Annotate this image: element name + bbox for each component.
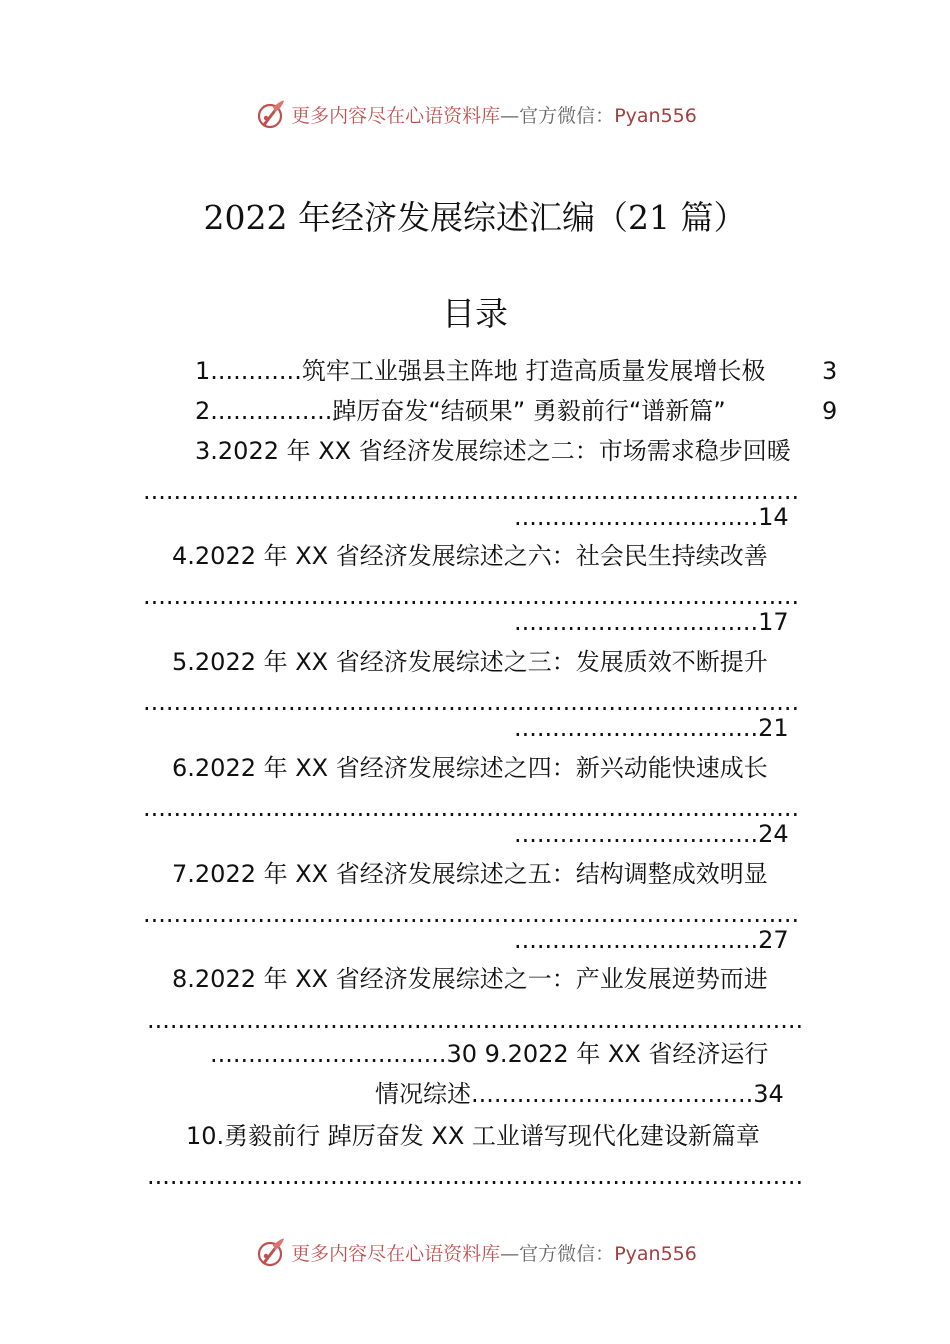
watermark-gray-text: —官方微信： [500, 104, 615, 127]
toc-entry-2-page: 9 [822, 397, 838, 425]
toc-entry-8[interactable]: 8.2022 年 XX 省经济发展综述之一：产业发展逆势而进 [172, 965, 768, 993]
watermark-red-text: 更多内容尽在心语资料库 [291, 104, 501, 127]
toc-entry-3[interactable]: 3.2022 年 XX 省经济发展综述之二：市场需求稳步回暖 [195, 437, 791, 465]
toc-entry-4[interactable]: 4.2022 年 XX 省经济发展综述之六：社会民生持续改善 [172, 542, 768, 570]
toc-entry-5-leader: ...................................................................................... [143, 688, 800, 716]
watermark-banner-top [0, 94, 950, 134]
quill-pen-logo-icon [253, 1235, 287, 1269]
toc-entry-7[interactable]: 7.2022 年 XX 省经济发展综述之五：结构调整成效明显 [172, 860, 768, 888]
toc-entry-9[interactable]: 情况综述.....................................34 [375, 1080, 784, 1108]
toc-entry-6-leader: ...................................................................................... [143, 794, 800, 822]
toc-entry-5-page: ................................21 [514, 714, 789, 742]
toc-entry-10-leader: ...................................................................................... [147, 1162, 804, 1190]
toc-entry-1[interactable]: 1............筑牢工业强县主阵地 打造高质量发展增长极 [195, 357, 766, 385]
document-title: 2022 年经济发展综述汇编（21 篇） [203, 198, 747, 237]
toc-entry-4-page: ................................17 [514, 608, 789, 636]
toc-entry-4-leader: ...................................................................................... [143, 582, 800, 610]
watermark-account: Pyan556 [614, 1242, 697, 1265]
watermark-gray-text: —官方微信： [500, 1242, 615, 1265]
toc-entry-3-leader: ...................................................................................... [143, 477, 800, 505]
toc-entry-1-page: 3 [822, 357, 838, 385]
toc-entry-8-leader: ...................................................................................... [147, 1006, 804, 1034]
toc-entry-3-page: ................................14 [514, 503, 789, 531]
toc-heading: 目录 [442, 294, 508, 333]
watermark-text [291, 1239, 697, 1266]
toc-entry-7-page: ................................27 [514, 926, 789, 954]
toc-entry-6[interactable]: 6.2022 年 XX 省经济发展综述之四：新兴动能快速成长 [172, 754, 768, 782]
toc-entry-2[interactable]: 2................踔厉奋发“结硕果” 勇毅前行“谱新篇” [195, 397, 726, 425]
watermark-account: Pyan556 [614, 104, 697, 127]
watermark-banner-bottom [0, 1232, 950, 1272]
toc-entry-5[interactable]: 5.2022 年 XX 省经济发展综述之三：发展质效不断提升 [172, 648, 768, 676]
toc-entry-6-page: ................................24 [514, 820, 789, 848]
toc-entry-10[interactable]: 10.勇毅前行 踔厉奋发 XX 工业谱写现代化建设新篇章 [186, 1122, 760, 1150]
watermark-red-text: 更多内容尽在心语资料库 [291, 1242, 501, 1265]
watermark-text [291, 101, 697, 128]
toc-entry-8-page-and-entry-9[interactable]: ...............................30 9.2022 年 XX 省经济运行 [210, 1040, 769, 1068]
quill-pen-logo-icon [253, 97, 287, 131]
toc-entry-7-leader: ...................................................................................... [143, 900, 800, 928]
